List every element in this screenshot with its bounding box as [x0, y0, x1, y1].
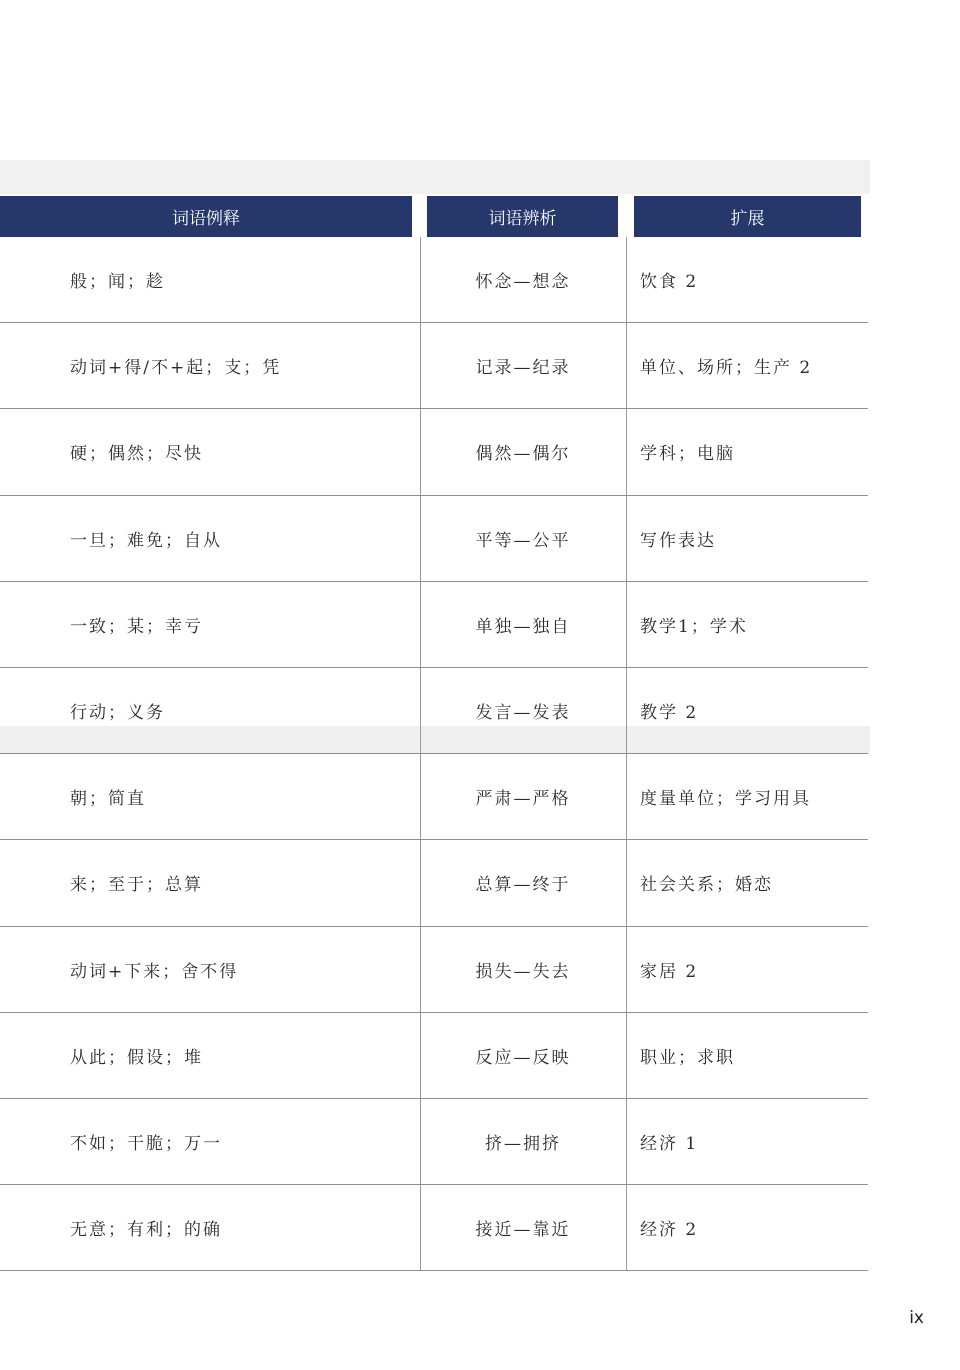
table-row [0, 1013, 868, 1099]
cell-word-distinctions: 偶然—偶尔 [475, 444, 571, 465]
cell-word-distinctions: 总算—终于 [475, 875, 571, 896]
cell-word-distinctions: 严肃—严格 [475, 789, 571, 810]
table-row [0, 409, 868, 495]
cell-word-examples: 无意；有利；的确 [70, 1220, 222, 1241]
cell-word-distinctions: 怀念—想念 [475, 272, 571, 293]
table-row [0, 840, 868, 926]
cell-extension: 教学1；学术 [640, 616, 748, 637]
cell-extension: 经济 1 [640, 1133, 699, 1154]
cell-extension: 学科；电脑 [640, 444, 735, 465]
table-row [0, 754, 868, 840]
cell-word-distinctions: 发言—发表 [475, 703, 571, 724]
cell-word-distinctions: 反应—反映 [475, 1047, 571, 1068]
cell-word-examples: 般；闻；趁 [70, 272, 165, 293]
header-word-examples: 词语例释 [0, 196, 412, 237]
table-row [0, 927, 868, 1013]
bleed-through-band [0, 160, 870, 194]
cell-word-examples: 朝；简直 [70, 789, 146, 810]
cell-extension: 社会关系；婚恋 [640, 875, 773, 896]
cell-word-examples: 一旦；难免；自从 [70, 530, 222, 551]
cell-extension: 职业；求职 [640, 1047, 735, 1068]
cell-word-distinctions: 接近—靠近 [475, 1220, 571, 1241]
cell-extension: 教学 2 [640, 703, 699, 724]
cell-word-examples: 不如；干脆；万一 [70, 1133, 222, 1154]
cell-word-examples: 动词+下来；舍不得 [70, 961, 239, 982]
cell-word-examples: 硬；偶然；尽快 [70, 444, 203, 465]
cell-word-distinctions: 挤—拥挤 [485, 1133, 561, 1154]
table-row [0, 237, 868, 323]
table-row [0, 582, 868, 668]
header-word-distinctions: 词语辨析 [427, 196, 618, 237]
table-row [0, 1185, 868, 1271]
table-row [0, 323, 868, 409]
table-row [0, 668, 868, 754]
cell-word-distinctions: 平等—公平 [475, 530, 571, 551]
vocabulary-table [0, 237, 868, 1271]
cell-extension: 经济 2 [640, 1220, 699, 1241]
header-extension: 扩展 [634, 196, 861, 237]
table-row [0, 1099, 868, 1185]
cell-extension: 家居 2 [640, 961, 699, 982]
cell-word-distinctions: 单独—独自 [475, 616, 571, 637]
cell-word-distinctions: 损失—失去 [475, 961, 571, 982]
cell-extension: 写作表达 [640, 530, 716, 551]
cell-extension: 度量单位；学习用具 [640, 789, 811, 810]
cell-word-distinctions: 记录—纪录 [475, 358, 571, 379]
cell-word-examples: 动词+得/不+起；支；凭 [70, 358, 282, 379]
cell-word-examples: 从此；假设；堆 [70, 1047, 203, 1068]
cell-word-examples: 一致；某；幸亏 [70, 616, 203, 637]
cell-word-examples: 行动；义务 [70, 703, 165, 724]
table-row [0, 496, 868, 582]
cell-extension: 饮食 2 [640, 272, 699, 293]
cell-word-examples: 来；至于；总算 [70, 875, 203, 896]
cell-extension: 单位、场所；生产 2 [640, 358, 813, 379]
page-number: ix [909, 1308, 924, 1328]
